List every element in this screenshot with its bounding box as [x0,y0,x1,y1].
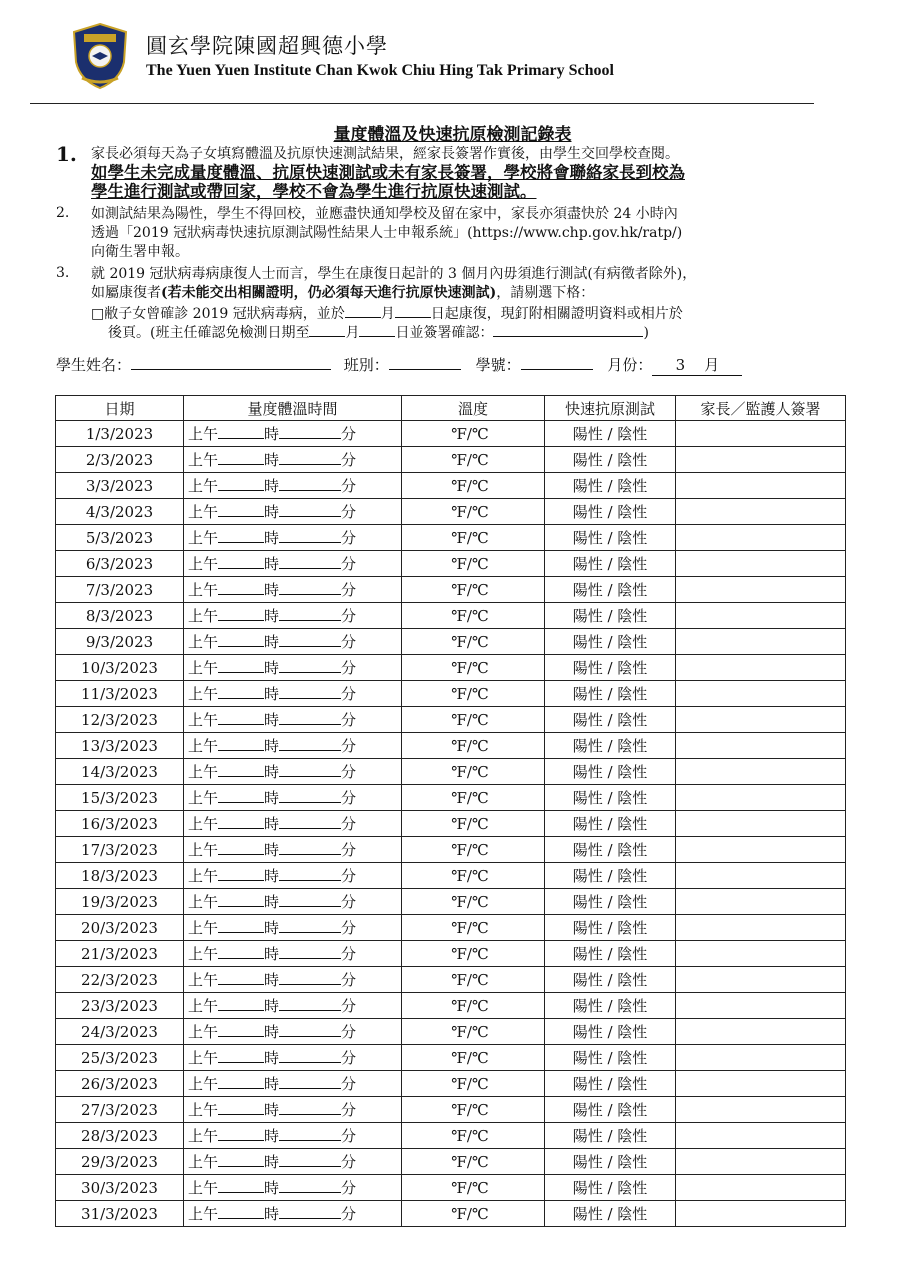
date-cell: 13/3/2023 [56,733,184,759]
time-cell[interactable]: 上午 時 分 [184,551,402,577]
col-header-time: 量度體溫時間 [184,396,402,421]
temperature-cell[interactable]: ℉/℃ [402,941,545,967]
signature-cell[interactable] [676,863,846,889]
date-cell: 31/3/2023 [56,1201,184,1227]
student-number-field[interactable] [521,355,593,370]
time-cell[interactable]: 上午 時 分 [184,1175,402,1201]
rat-result-cell[interactable]: 陽性 / 陰性 [545,1045,676,1071]
table-row [56,863,846,889]
time-cell[interactable]: 上午 時 分 [184,863,402,889]
date-cell: 19/3/2023 [56,889,184,915]
date-cell: 4/3/2023 [56,499,184,525]
signature-cell[interactable] [676,525,846,551]
note-2-line-3: 向衛生署申報。 [91,244,189,260]
rat-result-cell[interactable]: 陽性 / 陰性 [545,655,676,681]
table-row [56,603,846,629]
signature-cell[interactable] [676,1097,846,1123]
note-2-number: 2. [56,205,70,221]
rat-result-cell[interactable]: 陽性 / 陰性 [545,1071,676,1097]
temperature-cell[interactable]: ℉/℃ [402,915,545,941]
note-1-text: 家長必須每天為子女填寫體溫及抗原快速測試結果，經家長簽署作實後，由學生交回學校查閱。 [91,146,679,162]
temperature-cell[interactable]: ℉/℃ [402,447,545,473]
note-3-line-2: 如屬康復者(若未能交出相關證明，仍必須每天進行抗原快速測試)，請剔選下格： [91,285,595,301]
time-cell[interactable]: 上午 時 分 [184,421,402,447]
recovery-checkbox-text[interactable]: □敝子女曾確診 2019 冠狀病毒病，並於 [91,306,345,322]
table-row [56,785,846,811]
student-number-label: 學號： [475,356,521,374]
school-name-english: The Yuen Yuen Institute Chan Kwok Chiu Hing Tak Primary School [146,62,614,79]
temperature-cell[interactable]: ℉/℃ [402,1201,545,1227]
time-cell[interactable]: 上午 時 分 [184,577,402,603]
date-cell: 5/3/2023 [56,525,184,551]
temperature-cell[interactable]: ℉/℃ [402,1149,545,1175]
class-label: 班別： [343,356,389,374]
note-2-line-2: 透過「2019 冠狀病毒快速抗原測試陽性結果人士申報系統」(https://www.chp.gov.hk/ratp/) [91,225,683,241]
date-cell: 14/3/2023 [56,759,184,785]
student-name-label: 學生姓名： [56,356,132,374]
time-cell[interactable]: 上午 時 分 [184,993,402,1019]
col-header-signature: 家長／監護人簽署 [676,396,846,421]
temperature-cell[interactable]: ℉/℃ [402,1097,545,1123]
date-cell: 17/3/2023 [56,837,184,863]
date-cell: 30/3/2023 [56,1175,184,1201]
rat-result-cell[interactable]: 陽性 / 陰性 [545,499,676,525]
school-crest-logo [70,22,130,90]
col-header-date: 日期 [56,396,184,421]
table-row [56,941,846,967]
signature-cell[interactable] [676,941,846,967]
table-row [56,473,846,499]
rat-result-cell[interactable]: 陽性 / 陰性 [545,941,676,967]
time-cell[interactable]: 上午 時 分 [184,473,402,499]
date-cell: 15/3/2023 [56,785,184,811]
table-row [56,447,846,473]
signature-cell[interactable] [676,1045,846,1071]
table-row [56,499,846,525]
temperature-cell[interactable]: ℉/℃ [402,577,545,603]
class-field[interactable] [389,355,461,370]
date-cell: 21/3/2023 [56,941,184,967]
school-header [70,22,830,92]
table-row [56,733,846,759]
table-row [56,967,846,993]
table-row [56,577,846,603]
signature-cell[interactable] [676,967,846,993]
signature-cell[interactable] [676,629,846,655]
time-cell[interactable]: 上午 時 分 [184,785,402,811]
rat-result-cell[interactable]: 陽性 / 陰性 [545,1097,676,1123]
school-name-chinese: 圓玄學院陳國超興德小學 [146,34,388,58]
temperature-cell[interactable]: ℉/℃ [402,785,545,811]
time-cell[interactable]: 上午 時 分 [184,941,402,967]
date-cell: 1/3/2023 [56,421,184,447]
form-title: 量度體溫及快速抗原檢測記錄表 [333,125,572,145]
table-row [56,1175,846,1201]
col-header-rat: 快速抗原測試 [545,396,676,421]
temperature-cell[interactable]: ℉/℃ [402,551,545,577]
temperature-cell[interactable]: ℉/℃ [402,473,545,499]
date-cell: 3/3/2023 [56,473,184,499]
time-cell[interactable]: 上午 時 分 [184,837,402,863]
signature-cell[interactable] [676,837,846,863]
rat-result-cell[interactable]: 陽性 / 陰性 [545,733,676,759]
table-row [56,655,846,681]
rat-result-cell[interactable]: 陽性 / 陰性 [545,915,676,941]
table-row [56,1045,846,1071]
table-row [56,421,846,447]
rat-result-cell[interactable]: 陽性 / 陰性 [545,447,676,473]
date-cell: 6/3/2023 [56,551,184,577]
rat-result-cell[interactable]: 陽性 / 陰性 [545,629,676,655]
signature-cell[interactable] [676,785,846,811]
signature-cell[interactable] [676,1201,846,1227]
signature-cell[interactable] [676,993,846,1019]
signature-cell[interactable] [676,499,846,525]
date-cell: 7/3/2023 [56,577,184,603]
signature-cell[interactable] [676,1019,846,1045]
time-cell[interactable]: 上午 時 分 [184,1123,402,1149]
temperature-cell[interactable]: ℉/℃ [402,681,545,707]
date-cell: 25/3/2023 [56,1045,184,1071]
date-cell: 10/3/2023 [56,655,184,681]
table-row [56,681,846,707]
signature-cell[interactable] [676,1175,846,1201]
temperature-cell[interactable]: ℉/℃ [402,1045,545,1071]
temperature-cell[interactable]: ℉/℃ [402,967,545,993]
table-row [56,759,846,785]
table-row [56,1149,846,1175]
table-row [56,1097,846,1123]
date-cell: 24/3/2023 [56,1019,184,1045]
temperature-cell[interactable]: ℉/℃ [402,863,545,889]
signature-cell[interactable] [676,577,846,603]
rat-result-cell[interactable]: 陽性 / 陰性 [545,551,676,577]
date-cell: 23/3/2023 [56,993,184,1019]
temperature-cell[interactable]: ℉/℃ [402,629,545,655]
table-row [56,1201,846,1227]
temperature-cell[interactable]: ℉/℃ [402,707,545,733]
time-cell[interactable]: 上午 時 分 [184,707,402,733]
signature-cell[interactable] [676,421,846,447]
note-3-recovery-declaration: □敝子女曾確診 2019 冠狀病毒病，並於 月 日起康復，現釘附相關證明資料或相片於 [91,303,683,324]
date-cell: 22/3/2023 [56,967,184,993]
date-cell: 28/3/2023 [56,1123,184,1149]
rat-result-cell[interactable]: 陽性 / 陰性 [545,1175,676,1201]
date-cell: 9/3/2023 [56,629,184,655]
table-row [56,1019,846,1045]
signature-cell[interactable] [676,733,846,759]
signature-cell[interactable] [676,811,846,837]
temperature-cell[interactable]: ℉/℃ [402,889,545,915]
rat-result-cell[interactable]: 陽性 / 陰性 [545,1201,676,1227]
note-1-warning-line-1: 如學生未完成量度體溫、抗原快速測試或未有家長簽署，學校將會聯絡家長到校為 [91,163,685,182]
header-divider [30,103,814,104]
rat-result-cell[interactable]: 陽性 / 陰性 [545,1019,676,1045]
temperature-cell[interactable]: ℉/℃ [402,1019,545,1045]
time-cell[interactable]: 上午 時 分 [184,681,402,707]
signature-cell[interactable] [676,655,846,681]
time-cell[interactable]: 上午 時 分 [184,889,402,915]
date-cell: 26/3/2023 [56,1071,184,1097]
recovery-month-blank[interactable] [345,303,381,318]
month-field[interactable]: 3 月 [652,354,742,376]
rat-result-cell[interactable]: 陽性 / 陰性 [545,967,676,993]
date-cell: 12/3/2023 [56,707,184,733]
note-3-number: 3. [56,265,70,281]
time-cell[interactable]: 上午 時 分 [184,629,402,655]
temperature-cell[interactable]: ℉/℃ [402,811,545,837]
student-info-row [56,354,856,376]
time-cell[interactable]: 上午 時 分 [184,811,402,837]
time-cell[interactable]: 上午 時 分 [184,603,402,629]
table-row [56,993,846,1019]
temperature-cell[interactable]: ℉/℃ [402,733,545,759]
table-row [56,629,846,655]
date-cell: 18/3/2023 [56,863,184,889]
rat-result-cell[interactable]: 陽性 / 陰性 [545,681,676,707]
rat-result-cell[interactable]: 陽性 / 陰性 [545,577,676,603]
rat-result-cell[interactable]: 陽性 / 陰性 [545,811,676,837]
recovery-day-blank[interactable] [395,303,431,318]
time-cell[interactable]: 上午 時 分 [184,915,402,941]
table-row [56,1071,846,1097]
time-cell[interactable]: 上午 時 分 [184,525,402,551]
temperature-cell[interactable]: ℉/℃ [402,837,545,863]
signature-cell[interactable] [676,1071,846,1097]
date-cell: 29/3/2023 [56,1149,184,1175]
temperature-cell[interactable]: ℉/℃ [402,421,545,447]
rat-result-cell[interactable]: 陽性 / 陰性 [545,525,676,551]
date-cell: 8/3/2023 [56,603,184,629]
note-3-line-1: 就 2019 冠狀病毒病康復人士而言，學生在康復日起計的 3 個月內毋須進行測試(有病徵者除外)， [91,266,697,282]
exempt-month-blank[interactable] [309,322,345,337]
date-cell: 2/3/2023 [56,447,184,473]
signature-cell[interactable] [676,889,846,915]
note-3-teacher-confirmation: 後頁。(班主任確認免檢測日期至 月 日並簽署確認： ) [108,322,649,343]
signature-cell[interactable] [676,447,846,473]
table-row [56,551,846,577]
temperature-cell[interactable]: ℉/℃ [402,525,545,551]
date-cell: 20/3/2023 [56,915,184,941]
time-cell[interactable]: 上午 時 分 [184,447,402,473]
temperature-cell[interactable]: ℉/℃ [402,993,545,1019]
table-row [56,811,846,837]
signature-cell[interactable] [676,681,846,707]
temperature-cell[interactable]: ℉/℃ [402,1123,545,1149]
temperature-cell[interactable]: ℉/℃ [402,499,545,525]
signature-cell[interactable] [676,759,846,785]
table-row [56,837,846,863]
time-cell[interactable]: 上午 時 分 [184,1097,402,1123]
time-cell[interactable]: 上午 時 分 [184,1045,402,1071]
signature-cell[interactable] [676,915,846,941]
temperature-cell[interactable]: ℉/℃ [402,759,545,785]
rat-result-cell[interactable]: 陽性 / 陰性 [545,473,676,499]
teacher-signature-blank[interactable] [493,322,643,337]
rat-result-cell[interactable]: 陽性 / 陰性 [545,993,676,1019]
date-cell: 11/3/2023 [56,681,184,707]
signature-cell[interactable] [676,707,846,733]
rat-result-cell[interactable]: 陽性 / 陰性 [545,1123,676,1149]
signature-cell[interactable] [676,551,846,577]
note-1-number: 1. [56,142,77,166]
temperature-cell[interactable]: ℉/℃ [402,1175,545,1201]
rat-result-cell[interactable]: 陽性 / 陰性 [545,863,676,889]
time-cell[interactable]: 上午 時 分 [184,1149,402,1175]
date-cell: 27/3/2023 [56,1097,184,1123]
table-row [56,525,846,551]
rat-result-cell[interactable]: 陽性 / 陰性 [545,759,676,785]
time-cell[interactable]: 上午 時 分 [184,733,402,759]
rat-result-cell[interactable]: 陽性 / 陰性 [545,421,676,447]
rat-result-cell[interactable]: 陽性 / 陰性 [545,603,676,629]
time-cell[interactable]: 上午 時 分 [184,967,402,993]
record-table [55,395,846,1227]
table-row [56,915,846,941]
rat-result-cell[interactable]: 陽性 / 陰性 [545,1149,676,1175]
table-row [56,889,846,915]
time-cell[interactable]: 上午 時 分 [184,759,402,785]
signature-cell[interactable] [676,1123,846,1149]
table-header-row [56,396,846,421]
rat-result-cell[interactable]: 陽性 / 陰性 [545,785,676,811]
note-1-warning-line-2: 學生進行測試或帶回家，學校不會為學生進行抗原快速測試。 [91,182,537,201]
month-label: 月份： [607,356,653,374]
rat-result-cell[interactable]: 陽性 / 陰性 [545,707,676,733]
signature-cell[interactable] [676,1149,846,1175]
exempt-day-blank[interactable] [359,322,395,337]
temperature-cell[interactable]: ℉/℃ [402,603,545,629]
table-row [56,707,846,733]
time-cell[interactable]: 上午 時 分 [184,1201,402,1227]
rat-result-cell[interactable]: 陽性 / 陰性 [545,889,676,915]
temperature-cell[interactable]: ℉/℃ [402,1071,545,1097]
time-cell[interactable]: 上午 時 分 [184,499,402,525]
student-name-field[interactable] [131,355,331,370]
rat-result-cell[interactable]: 陽性 / 陰性 [545,837,676,863]
temperature-cell[interactable]: ℉/℃ [402,655,545,681]
time-cell[interactable]: 上午 時 分 [184,1019,402,1045]
note-2-line-1: 如測試結果為陽性，學生不得回校，並應盡快通知學校及留在家中，家長亦須盡快於 24 小時內 [91,206,678,222]
signature-cell[interactable] [676,473,846,499]
signature-cell[interactable] [676,603,846,629]
date-cell: 16/3/2023 [56,811,184,837]
table-row [56,1123,846,1149]
time-cell[interactable]: 上午 時 分 [184,655,402,681]
col-header-temperature: 溫度 [402,396,545,421]
time-cell[interactable]: 上午 時 分 [184,1071,402,1097]
